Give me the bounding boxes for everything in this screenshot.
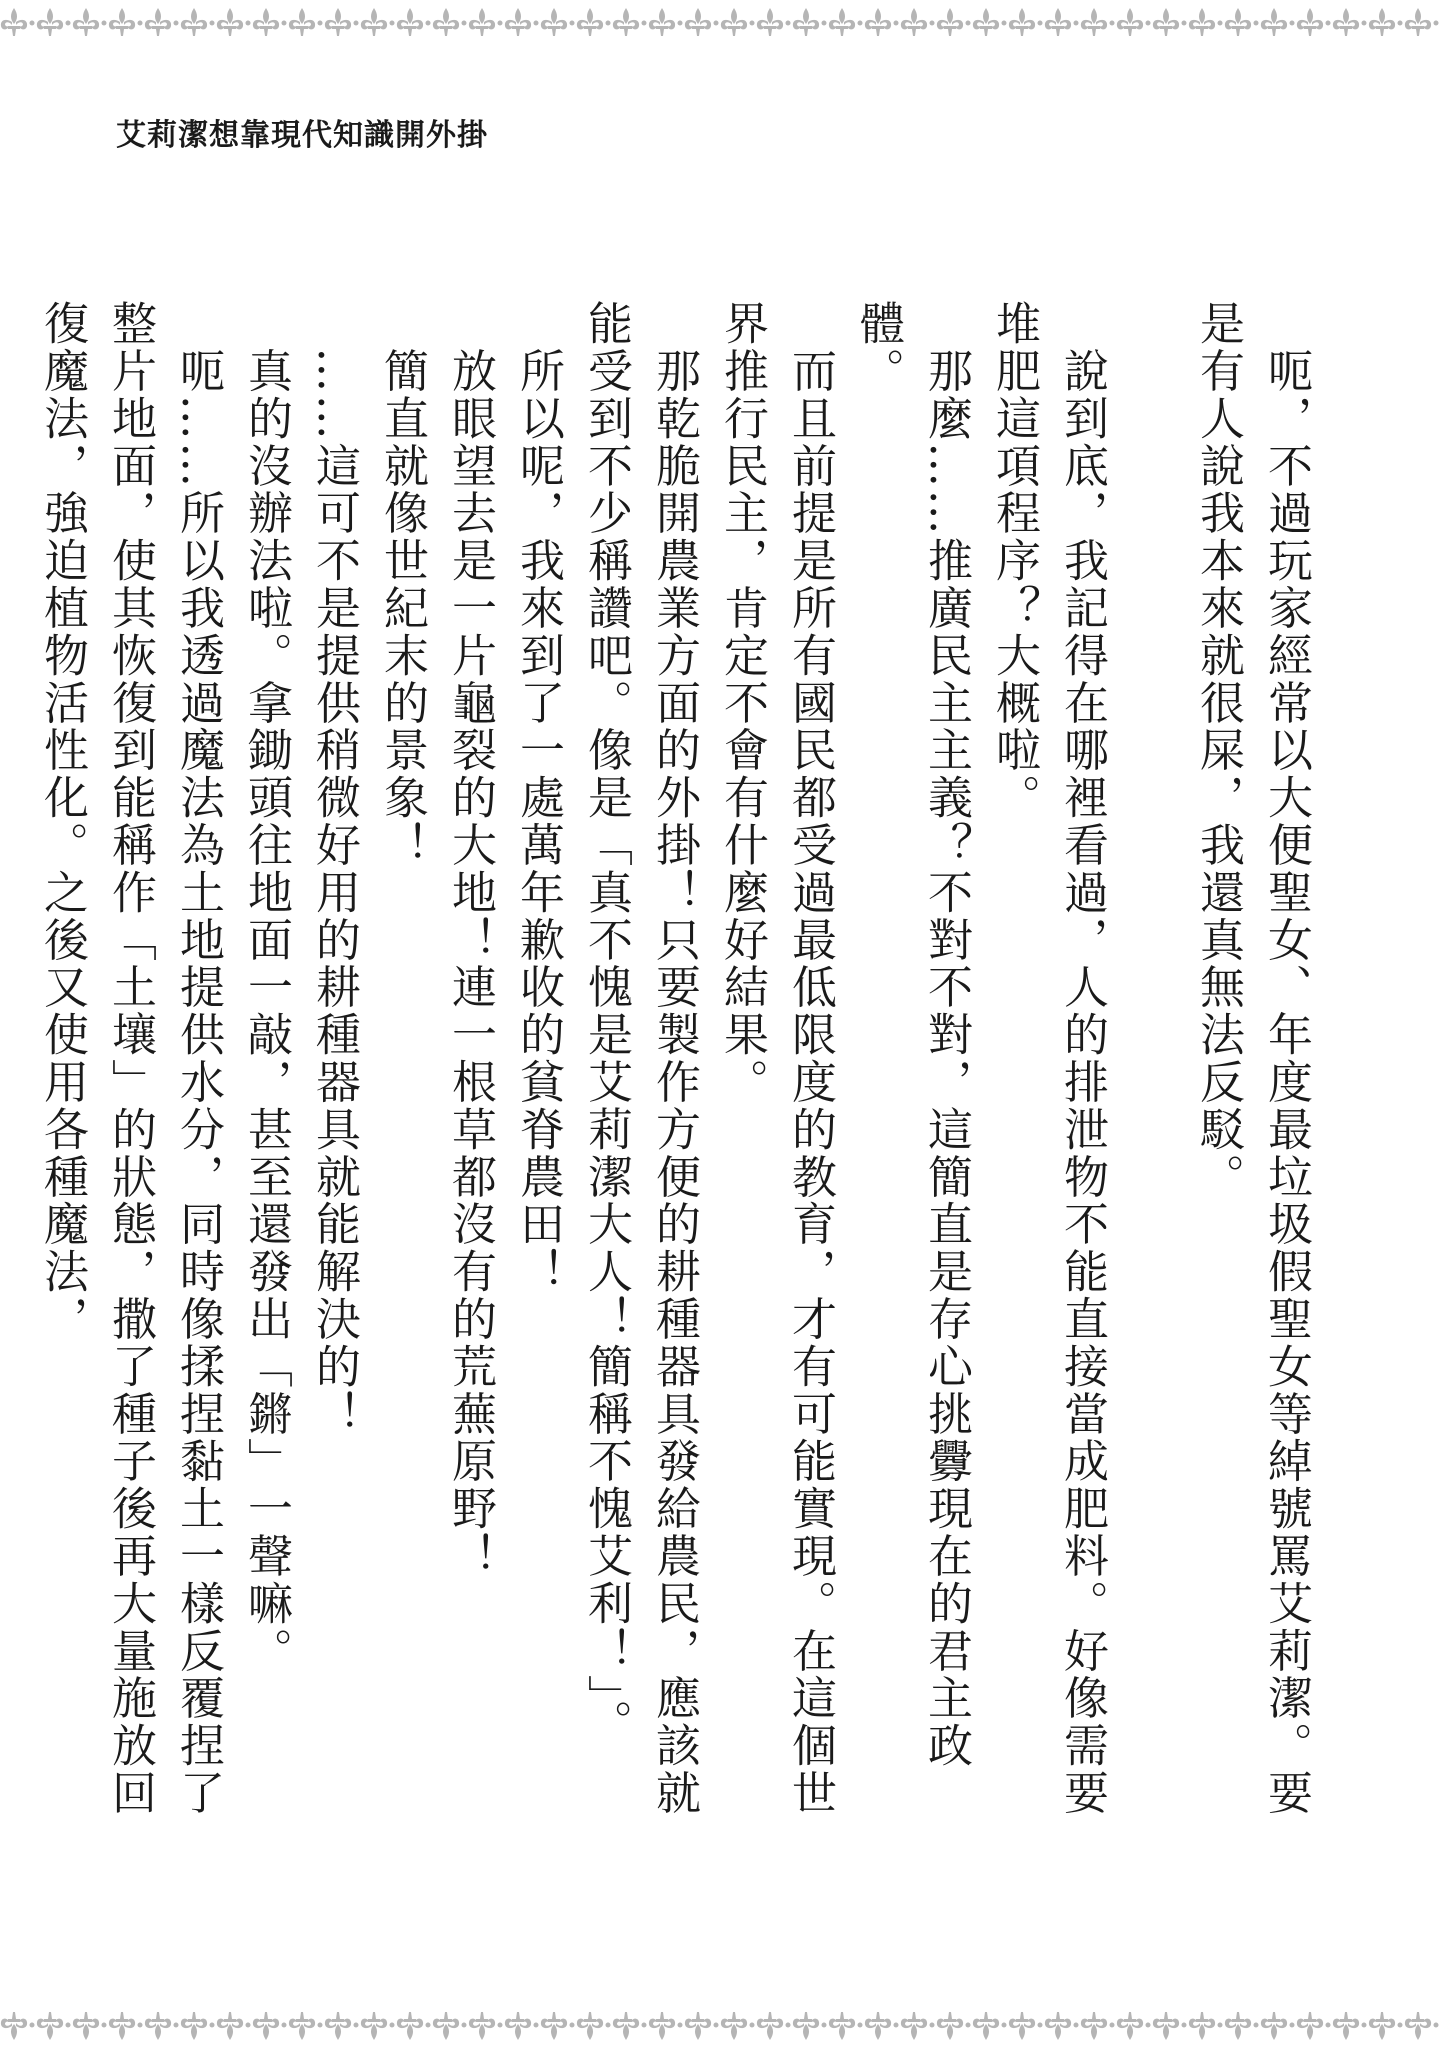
ornament-dot-icon: [1074, 2023, 1079, 2028]
ornament-dot-icon: [858, 2023, 863, 2028]
fleur-de-lis-icon: [1333, 2012, 1359, 2040]
ornament-dot-icon: [30, 2023, 35, 2028]
ornament-dot-icon: [1182, 21, 1187, 26]
fleur-de-lis-icon: [1405, 8, 1431, 36]
ornament-dot-icon: [1362, 21, 1367, 26]
ornament-dot-icon: [1110, 2023, 1115, 2028]
ornament-dot-icon: [210, 2023, 215, 2028]
ornament-dot-icon: [750, 2023, 755, 2028]
ornament-dot-icon: [1326, 2023, 1331, 2028]
fleur-de-lis-icon: [1225, 2012, 1251, 2040]
ornament-dot-icon: [174, 21, 179, 26]
ornament-dot-icon: [138, 21, 143, 26]
paragraph: 那乾脆開農業方面的外掛！只要製作方便的耕種器具發給農民，應該就能受到不少稱讚吧。像是「真不愧是艾莉潔大人！簡稱不愧艾利！」。: [580, 300, 701, 1817]
fleur-de-lis-icon: [1297, 2012, 1323, 2040]
fleur-de-lis-icon: [613, 8, 639, 36]
fleur-de-lis-icon: [109, 8, 135, 36]
ornament-dot-icon: [498, 2023, 503, 2028]
fleur-de-lis-icon: [721, 2012, 747, 2040]
fleur-de-lis-icon: [1225, 8, 1251, 36]
ornament-dot-icon: [714, 21, 719, 26]
fleur-de-lis-icon: [289, 8, 315, 36]
ornament-dot-icon: [1038, 2023, 1043, 2028]
ornament-dot-icon: [426, 2023, 431, 2028]
ornament-dot-icon: [102, 21, 107, 26]
fleur-de-lis-icon: [1, 8, 27, 36]
ornament-dot-icon: [390, 2023, 395, 2028]
ornament-dot-icon: [1038, 21, 1043, 26]
fleur-de-lis-icon: [577, 2012, 603, 2040]
paragraph: 簡直就像世紀末的景象！: [376, 300, 429, 869]
ornament-dot-icon: [30, 21, 35, 26]
fleur-de-lis-icon: [721, 8, 747, 36]
ornament-dot-icon: [426, 21, 431, 26]
ornament-dot-icon: [174, 2023, 179, 2028]
fleur-de-lis-icon: [181, 8, 207, 36]
fleur-de-lis-icon: [793, 2012, 819, 2040]
ornament-dot-icon: [534, 2023, 539, 2028]
ornament-dot-icon: [1398, 21, 1403, 26]
ornament-dot-icon: [210, 21, 215, 26]
ornament-dot-icon: [786, 2023, 791, 2028]
fleur-de-lis-icon: [253, 2012, 279, 2040]
ornament-dot-icon: [822, 2023, 827, 2028]
ornament-dot-icon: [966, 2023, 971, 2028]
ornament-dot-icon: [966, 21, 971, 26]
fleur-de-lis-icon: [1117, 8, 1143, 36]
fleur-de-lis-icon: [901, 2012, 927, 2040]
fleur-de-lis-icon: [577, 8, 603, 36]
fleur-de-lis-icon: [1009, 2012, 1035, 2040]
fleur-de-lis-border-icon: [0, 0, 1445, 46]
ornament-dot-icon: [66, 21, 71, 26]
ornament-dot-icon: [282, 2023, 287, 2028]
fleur-de-lis-icon: [37, 2012, 63, 2040]
ornament-dot-icon: [282, 21, 287, 26]
ornament-dot-icon: [462, 21, 467, 26]
fleur-de-lis-icon: [253, 8, 279, 36]
fleur-de-lis-icon: [145, 2012, 171, 2040]
ornament-dot-icon: [714, 2023, 719, 2028]
paragraph: 放眼望去是一片龜裂的大地！連一根草都沒有的荒蕪原野！: [444, 300, 497, 1580]
fleur-de-lis-icon: [973, 8, 999, 36]
ornament-dot-icon: [1254, 21, 1259, 26]
ornament-dot-icon: [318, 21, 323, 26]
ornament-dot-icon: [642, 21, 647, 26]
fleur-de-lis-icon: [613, 2012, 639, 2040]
fleur-de-lis-icon: [685, 2012, 711, 2040]
fleur-de-lis-icon: [1, 2012, 27, 2040]
ornament-dot-icon: [462, 2023, 467, 2028]
fleur-de-lis-icon: [1189, 8, 1215, 36]
ornament-dot-icon: [786, 21, 791, 26]
paragraph: 說到底，我記得在哪裡看過，人的排泄物不能直接當成肥料。好像需要堆肥這項程序？大概啦。: [988, 300, 1109, 1817]
fleur-de-lis-icon: [541, 2012, 567, 2040]
fleur-de-lis-icon: [1153, 2012, 1179, 2040]
fleur-de-lis-icon: [1045, 2012, 1071, 2040]
ornament-dot-icon: [390, 21, 395, 26]
ornament-dot-icon: [246, 2023, 251, 2028]
top-ornament-border: [0, 0, 1445, 46]
fleur-de-lis-border-icon: [0, 2002, 1445, 2048]
fleur-de-lis-icon: [1117, 2012, 1143, 2040]
fleur-de-lis-icon: [1081, 2012, 1107, 2040]
fleur-de-lis-icon: [469, 8, 495, 36]
fleur-de-lis-icon: [397, 2012, 423, 2040]
ornament-dot-icon: [858, 21, 863, 26]
ornament-dot-icon: [1434, 21, 1439, 26]
fleur-de-lis-icon: [901, 8, 927, 36]
ornament-dot-icon: [678, 2023, 683, 2028]
fleur-de-lis-icon: [829, 2012, 855, 2040]
fleur-de-lis-icon: [793, 8, 819, 36]
fleur-de-lis-icon: [325, 2012, 351, 2040]
ornament-dot-icon: [750, 21, 755, 26]
fleur-de-lis-icon: [757, 2012, 783, 2040]
fleur-de-lis-icon: [1333, 8, 1359, 36]
fleur-de-lis-icon: [541, 8, 567, 36]
ornament-dot-icon: [570, 2023, 575, 2028]
fleur-de-lis-icon: [865, 2012, 891, 2040]
fleur-de-lis-icon: [325, 8, 351, 36]
ornament-dot-icon: [138, 2023, 143, 2028]
fleur-de-lis-icon: [937, 2012, 963, 2040]
ornament-dot-icon: [1002, 21, 1007, 26]
ornament-dot-icon: [894, 2023, 899, 2028]
paragraph: 那麼……推廣民主主義？不對不對，這簡直是存心挑釁現在的君主政體。: [852, 300, 973, 1770]
ornament-dot-icon: [894, 21, 899, 26]
fleur-de-lis-icon: [433, 8, 459, 36]
fleur-de-lis-icon: [37, 8, 63, 36]
paragraph: ……這可不是提供稍微好用的耕種器具就能解決的！: [308, 300, 361, 1438]
fleur-de-lis-icon: [973, 2012, 999, 2040]
fleur-de-lis-icon: [397, 8, 423, 36]
fleur-de-lis-icon: [217, 2012, 243, 2040]
ornament-dot-icon: [1398, 2023, 1403, 2028]
ornament-dot-icon: [354, 2023, 359, 2028]
ornament-dot-icon: [1434, 2023, 1439, 2028]
ornament-dot-icon: [1362, 2023, 1367, 2028]
ornament-dot-icon: [1290, 2023, 1295, 2028]
fleur-de-lis-icon: [361, 8, 387, 36]
ornament-dot-icon: [1254, 2023, 1259, 2028]
fleur-de-lis-icon: [685, 8, 711, 36]
ornament-dot-icon: [66, 2023, 71, 2028]
fleur-de-lis-icon: [1189, 2012, 1215, 2040]
ornament-dot-icon: [930, 2023, 935, 2028]
fleur-de-lis-icon: [181, 2012, 207, 2040]
paragraph: 呃……所以我透過魔法為土地提供水分，同時像揉捏黏土一樣反覆捏了整片地面，使其恢復到能稱作「土壤」的狀態，撒了種子後再大量施放回復魔法，強迫植物活性化。之後又使用各種魔法，: [36, 300, 225, 1817]
ornament-dot-icon: [102, 2023, 107, 2028]
fleur-de-lis-icon: [73, 8, 99, 36]
fleur-de-lis-icon: [1045, 8, 1071, 36]
ornament-dot-icon: [318, 2023, 323, 2028]
fleur-de-lis-icon: [433, 2012, 459, 2040]
ornament-dot-icon: [1218, 2023, 1223, 2028]
ornament-dot-icon: [678, 21, 683, 26]
fleur-de-lis-icon: [361, 2012, 387, 2040]
fleur-de-lis-icon: [1009, 8, 1035, 36]
fleur-de-lis-icon: [865, 8, 891, 36]
ornament-dot-icon: [930, 21, 935, 26]
paragraph: 所以呢，我來到了一處萬年歉收的貧脊農田！: [512, 300, 565, 1296]
ornament-dot-icon: [822, 21, 827, 26]
ornament-dot-icon: [246, 21, 251, 26]
fleur-de-lis-icon: [937, 8, 963, 36]
ornament-dot-icon: [1326, 21, 1331, 26]
novel-body-text: [36, 300, 1320, 1860]
fleur-de-lis-icon: [1297, 8, 1323, 36]
ornament-dot-icon: [1110, 21, 1115, 26]
ornament-dot-icon: [354, 21, 359, 26]
ornament-dot-icon: [1074, 21, 1079, 26]
fleur-de-lis-icon: [649, 8, 675, 36]
fleur-de-lis-icon: [1405, 2012, 1431, 2040]
paragraph: 呃，不過玩家經常以大便聖女、年度最垃圾假聖女等綽號罵艾莉潔。要是有人說我本來就很屎，我還真無法反駁。: [1192, 300, 1313, 1817]
ornament-dot-icon: [606, 2023, 611, 2028]
fleur-de-lis-icon: [73, 2012, 99, 2040]
fleur-de-lis-icon: [829, 8, 855, 36]
ornament-dot-icon: [1002, 2023, 1007, 2028]
fleur-de-lis-icon: [289, 2012, 315, 2040]
fleur-de-lis-icon: [757, 8, 783, 36]
ornament-dot-icon: [1290, 21, 1295, 26]
fleur-de-lis-icon: [1153, 8, 1179, 36]
ornament-dot-icon: [642, 2023, 647, 2028]
ornament-dot-icon: [1218, 21, 1223, 26]
fleur-de-lis-icon: [145, 8, 171, 36]
ornament-dot-icon: [1146, 21, 1151, 26]
ornament-dot-icon: [534, 21, 539, 26]
fleur-de-lis-icon: [649, 2012, 675, 2040]
ornament-dot-icon: [1146, 2023, 1151, 2028]
fleur-de-lis-icon: [505, 8, 531, 36]
bottom-ornament-border: [0, 2002, 1445, 2048]
fleur-de-lis-icon: [1261, 8, 1287, 36]
fleur-de-lis-icon: [1369, 8, 1395, 36]
ornament-dot-icon: [570, 21, 575, 26]
ornament-dot-icon: [1182, 2023, 1187, 2028]
fleur-de-lis-icon: [1081, 8, 1107, 36]
fleur-de-lis-icon: [217, 8, 243, 36]
running-title: 艾莉潔想靠現代知識開外掛: [116, 118, 488, 153]
paragraph: 而且前提是所有國民都受過最低限度的教育，才有可能實現。在這個世界推行民主，肯定不會有什麼好結果。: [716, 300, 837, 1817]
fleur-de-lis-icon: [109, 2012, 135, 2040]
fleur-de-lis-icon: [1369, 2012, 1395, 2040]
fleur-de-lis-icon: [469, 2012, 495, 2040]
fleur-de-lis-icon: [505, 2012, 531, 2040]
paragraph: 真的沒辦法啦。拿鋤頭往地面一敲，甚至還發出「鏘」一聲嘛。: [240, 300, 293, 1675]
ornament-dot-icon: [606, 21, 611, 26]
fleur-de-lis-icon: [1261, 2012, 1287, 2040]
blank-line: [1116, 300, 1184, 1860]
ornament-dot-icon: [498, 21, 503, 26]
